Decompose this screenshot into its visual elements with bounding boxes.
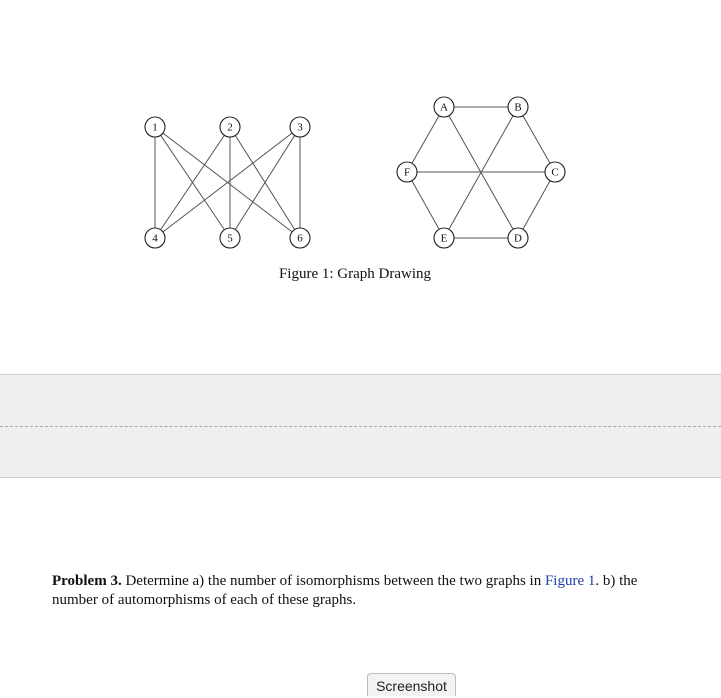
graph-node-label: 6 (297, 232, 303, 245)
graph-node-label: 4 (152, 232, 158, 245)
figure-reference-link[interactable]: Figure 1 (544, 573, 596, 589)
graph-node-1 (145, 117, 165, 137)
figure-caption: Figure 1: Graph Drawing (278, 266, 432, 282)
graph-node-6 (290, 228, 310, 248)
problem-label: Problem 3. (52, 573, 122, 589)
graph-node-label: 3 (297, 121, 303, 134)
graph-node-5 (220, 228, 240, 248)
graph-node-B (508, 97, 528, 117)
graph-node-D (508, 228, 528, 248)
graph-node-label: 5 (227, 232, 233, 245)
graph-node-label: B (514, 101, 522, 114)
graph-node-3 (290, 117, 310, 137)
graph-node-F (397, 162, 417, 182)
graph-node-A (434, 97, 454, 117)
graph-node-label: A (440, 101, 448, 114)
screenshot-button[interactable]: Screenshot (367, 673, 456, 696)
figure-graph-drawing (0, 0, 721, 300)
page-break (0, 374, 721, 478)
problem-text-before: Determine a) the number of isomorphisms between the two graphs in (121, 573, 545, 589)
graph-node-label: D (514, 232, 522, 245)
graph-node-E (434, 228, 454, 248)
graph-node-label: 2 (227, 121, 233, 134)
graph-edge-E-F (407, 172, 444, 238)
graph-node-label: 1 (152, 121, 158, 134)
page-break-dashed-line (0, 426, 721, 427)
graph-node-label: F (403, 166, 411, 179)
graph-edge-B-C (518, 107, 555, 172)
graph-node-C (545, 162, 565, 182)
graph-edge-C-D (518, 172, 555, 238)
graph-node-2 (220, 117, 240, 137)
problem-text-after: . b) the number of automorphisms of each of these graphs. (52, 573, 638, 608)
problem-statement (52, 572, 672, 610)
edges-layer (155, 107, 555, 238)
graph-node-4 (145, 228, 165, 248)
graph-node-label: E (440, 232, 448, 245)
graph-node-label: C (551, 166, 559, 179)
graph-edge-F-A (407, 107, 444, 172)
